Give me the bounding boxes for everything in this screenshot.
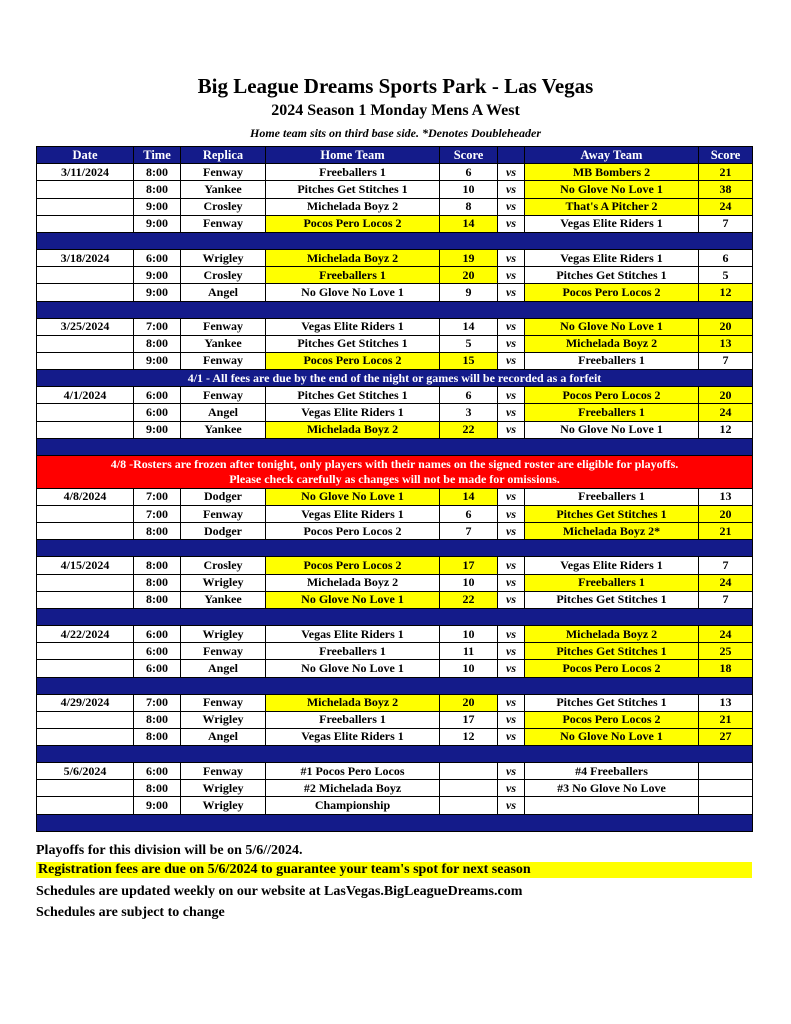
away-team: Pitches Get Stitches 1 (525, 506, 699, 523)
game-row (37, 574, 753, 591)
away-score: 13 (699, 694, 753, 711)
away-team: Michelada Boyz 2* (525, 523, 699, 540)
registration-note: Registration fees are due on 5/6/2024 to guarantee your team's spot for next season (36, 862, 752, 878)
roster-alert-row (37, 455, 753, 488)
home-team: Michelada Boyz 2 (266, 249, 440, 266)
home-score: 17 (440, 557, 498, 574)
away-score: 27 (699, 728, 753, 745)
home-score: 12 (440, 728, 498, 745)
game-date: 3/11/2024 (37, 164, 134, 181)
vs-label: vs (498, 164, 525, 181)
game-row (37, 404, 753, 421)
game-date (37, 711, 134, 728)
schedule-header-row (37, 147, 753, 164)
game-date: 3/25/2024 (37, 318, 134, 335)
week-separator-row (37, 540, 753, 557)
field-replica: Angel (181, 660, 266, 677)
vs-label: vs (498, 506, 525, 523)
home-score: 22 (440, 591, 498, 608)
vs-label: vs (498, 797, 525, 814)
field-replica: Fenway (181, 763, 266, 780)
away-score: 21 (699, 523, 753, 540)
vs-label: vs (498, 660, 525, 677)
home-team: Championship (266, 797, 440, 814)
vs-label: vs (498, 421, 525, 438)
home-team: Michelada Boyz 2 (266, 421, 440, 438)
away-team: Freeballers 1 (525, 574, 699, 591)
game-date (37, 181, 134, 198)
home-score: 14 (440, 488, 498, 505)
home-team: #1 Pocos Pero Locos (266, 763, 440, 780)
away-score: 25 (699, 643, 753, 660)
game-time: 9:00 (134, 797, 181, 814)
game-row (37, 591, 753, 608)
away-score: 24 (699, 198, 753, 215)
column-header-replica: Replica (181, 147, 266, 164)
game-row (37, 625, 753, 642)
home-team-note: Home team sits on third base side. *Denotes Doubleheader (250, 126, 541, 140)
field-replica: Angel (181, 728, 266, 745)
week-separator-row (37, 438, 753, 455)
away-team: No Glove No Love 1 (525, 181, 699, 198)
away-score: 24 (699, 574, 753, 591)
game-row (37, 249, 753, 266)
page-title: Big League Dreams Sports Park - Las Vegas (197, 74, 594, 98)
game-date (37, 215, 134, 232)
field-replica: Wrigley (181, 780, 266, 797)
game-time: 6:00 (134, 625, 181, 642)
game-time: 6:00 (134, 404, 181, 421)
game-date: 4/22/2024 (37, 625, 134, 642)
field-replica: Wrigley (181, 574, 266, 591)
game-time: 8:00 (134, 591, 181, 608)
home-team: Pitches Get Stitches 1 (266, 387, 440, 404)
away-team: Pitches Get Stitches 1 (525, 591, 699, 608)
home-team: Freeballers 1 (266, 643, 440, 660)
game-time: 6:00 (134, 643, 181, 660)
away-team: No Glove No Love 1 (525, 421, 699, 438)
home-score (440, 797, 498, 814)
field-replica: Fenway (181, 643, 266, 660)
field-replica: Angel (181, 404, 266, 421)
game-date (37, 352, 134, 369)
game-row (37, 267, 753, 284)
game-row (37, 181, 753, 198)
home-team: Vegas Elite Riders 1 (266, 625, 440, 642)
game-time: 8:00 (134, 574, 181, 591)
roster-alert-line-1: 4/8 -Rosters are frozen after tonight, only players with their names on the signed roster are eligible for playoffs. (110, 456, 679, 471)
game-row (37, 780, 753, 797)
column-header-time: Time (134, 147, 181, 164)
game-time: 7:00 (134, 488, 181, 505)
field-replica: Fenway (181, 387, 266, 404)
home-team: Vegas Elite Riders 1 (266, 506, 440, 523)
away-team: Freeballers 1 (525, 352, 699, 369)
game-time: 8:00 (134, 557, 181, 574)
page-subtitle: 2024 Season 1 Monday Mens A West (271, 102, 520, 119)
week-separator-row (37, 814, 753, 831)
column-header-vs (498, 147, 525, 164)
away-score: 7 (699, 352, 753, 369)
game-date (37, 523, 134, 540)
home-team: Freeballers 1 (266, 164, 440, 181)
field-replica: Fenway (181, 694, 266, 711)
column-header-home-team: Home Team (266, 147, 440, 164)
away-team: No Glove No Love 1 (525, 318, 699, 335)
vs-label: vs (498, 404, 525, 421)
schedule-table (36, 146, 753, 832)
week-separator-row (37, 232, 753, 249)
game-time: 8:00 (134, 728, 181, 745)
game-date (37, 797, 134, 814)
column-header-date: Date (37, 147, 134, 164)
home-score: 10 (440, 660, 498, 677)
home-team: No Glove No Love 1 (266, 591, 440, 608)
home-team: Michelada Boyz 2 (266, 694, 440, 711)
away-team: Pitches Get Stitches 1 (525, 694, 699, 711)
vs-label: vs (498, 728, 525, 745)
game-row (37, 198, 753, 215)
separator-cell (37, 608, 753, 625)
game-row (37, 318, 753, 335)
game-row (37, 523, 753, 540)
game-row (37, 694, 753, 711)
vs-label: vs (498, 780, 525, 797)
game-time: 7:00 (134, 506, 181, 523)
away-team: Pocos Pero Locos 2 (525, 387, 699, 404)
column-header-away-team: Away Team (525, 147, 699, 164)
home-score: 8 (440, 198, 498, 215)
home-score: 5 (440, 335, 498, 352)
game-date (37, 421, 134, 438)
game-row (37, 352, 753, 369)
field-replica: Yankee (181, 335, 266, 352)
playoffs-note: Playoffs for this division will be on 5/6//2024. (36, 843, 303, 858)
home-team: Pocos Pero Locos 2 (266, 215, 440, 232)
game-date: 4/29/2024 (37, 694, 134, 711)
away-team: Pocos Pero Locos 2 (525, 660, 699, 677)
away-team: Freeballers 1 (525, 488, 699, 505)
week-separator-row (37, 301, 753, 318)
game-row (37, 557, 753, 574)
roster-alert-cell (37, 455, 753, 488)
separator-cell (37, 746, 753, 763)
separator-cell (37, 301, 753, 318)
field-replica: Crosley (181, 198, 266, 215)
home-score: 6 (440, 164, 498, 181)
separator-cell (37, 232, 753, 249)
separator-cell (37, 438, 753, 455)
away-score: 21 (699, 711, 753, 728)
game-date: 5/6/2024 (37, 763, 134, 780)
home-team: Michelada Boyz 2 (266, 198, 440, 215)
away-team: Vegas Elite Riders 1 (525, 249, 699, 266)
vs-label: vs (498, 625, 525, 642)
field-replica: Wrigley (181, 711, 266, 728)
home-team: No Glove No Love 1 (266, 660, 440, 677)
column-header-home-score: Score (440, 147, 498, 164)
vs-label: vs (498, 763, 525, 780)
home-score: 6 (440, 387, 498, 404)
game-row (37, 488, 753, 505)
game-date (37, 643, 134, 660)
away-team: Pitches Get Stitches 1 (525, 643, 699, 660)
roster-alert-line-2: Please check carefully as changes will not be made for omissions. (229, 471, 560, 486)
away-team: Freeballers 1 (525, 404, 699, 421)
home-team: Freeballers 1 (266, 267, 440, 284)
game-row (37, 763, 753, 780)
game-date: 4/8/2024 (37, 488, 134, 505)
separator-cell (37, 677, 753, 694)
game-time: 9:00 (134, 352, 181, 369)
vs-label: vs (498, 557, 525, 574)
game-date: 4/1/2024 (37, 387, 134, 404)
game-time: 8:00 (134, 711, 181, 728)
home-team: Pocos Pero Locos 2 (266, 523, 440, 540)
away-score: 13 (699, 488, 753, 505)
field-replica: Yankee (181, 421, 266, 438)
away-team: Pocos Pero Locos 2 (525, 284, 699, 301)
vs-label: vs (498, 574, 525, 591)
away-score: 13 (699, 335, 753, 352)
home-score: 15 (440, 352, 498, 369)
field-replica: Fenway (181, 164, 266, 181)
home-team: No Glove No Love 1 (266, 488, 440, 505)
field-replica: Fenway (181, 506, 266, 523)
home-score: 9 (440, 284, 498, 301)
home-score (440, 780, 498, 797)
away-score: 7 (699, 591, 753, 608)
home-score: 7 (440, 523, 498, 540)
week-separator-row (37, 608, 753, 625)
game-date (37, 660, 134, 677)
schedule-body (37, 164, 753, 831)
away-score: 20 (699, 318, 753, 335)
game-date (37, 284, 134, 301)
away-score: 24 (699, 625, 753, 642)
game-date (37, 728, 134, 745)
game-time: 8:00 (134, 523, 181, 540)
home-team: Pitches Get Stitches 1 (266, 181, 440, 198)
game-row (37, 387, 753, 404)
game-row (37, 506, 753, 523)
field-replica: Fenway (181, 352, 266, 369)
away-score: 38 (699, 181, 753, 198)
field-replica: Yankee (181, 591, 266, 608)
vs-label: vs (498, 284, 525, 301)
away-score: 7 (699, 557, 753, 574)
home-team: Pitches Get Stitches 1 (266, 335, 440, 352)
game-date (37, 574, 134, 591)
away-team (525, 797, 699, 814)
away-score (699, 763, 753, 780)
week-separator-row (37, 746, 753, 763)
game-date (37, 335, 134, 352)
website-note: Schedules are updated weekly on our website at LasVegas.BigLeagueDreams.com (36, 884, 523, 899)
field-replica: Yankee (181, 181, 266, 198)
game-row (37, 164, 753, 181)
away-score: 20 (699, 387, 753, 404)
vs-label: vs (498, 387, 525, 404)
vs-label: vs (498, 181, 525, 198)
field-replica: Angel (181, 284, 266, 301)
home-score: 22 (440, 421, 498, 438)
home-team: Vegas Elite Riders 1 (266, 728, 440, 745)
away-team: MB Bombers 2 (525, 164, 699, 181)
home-team: Vegas Elite Riders 1 (266, 404, 440, 421)
game-time: 9:00 (134, 421, 181, 438)
fee-notice-row (37, 370, 753, 387)
field-replica: Dodger (181, 488, 266, 505)
separator-cell (37, 814, 753, 831)
field-replica: Fenway (181, 318, 266, 335)
away-score (699, 780, 753, 797)
vs-label: vs (498, 198, 525, 215)
field-replica: Crosley (181, 267, 266, 284)
game-time: 9:00 (134, 198, 181, 215)
away-score: 6 (699, 249, 753, 266)
vs-label: vs (498, 643, 525, 660)
home-score: 14 (440, 215, 498, 232)
game-row (37, 215, 753, 232)
away-team: Vegas Elite Riders 1 (525, 557, 699, 574)
vs-label: vs (498, 318, 525, 335)
game-time: 7:00 (134, 694, 181, 711)
away-team: Michelada Boyz 2 (525, 335, 699, 352)
field-replica: Wrigley (181, 625, 266, 642)
game-row (37, 728, 753, 745)
vs-label: vs (498, 267, 525, 284)
game-date (37, 404, 134, 421)
game-time: 8:00 (134, 164, 181, 181)
away-team: No Glove No Love 1 (525, 728, 699, 745)
subject-to-change-note: Schedules are subject to change (36, 905, 225, 920)
vs-label: vs (498, 249, 525, 266)
home-score (440, 763, 498, 780)
game-time: 9:00 (134, 284, 181, 301)
game-time: 9:00 (134, 215, 181, 232)
away-score: 21 (699, 164, 753, 181)
game-time: 6:00 (134, 387, 181, 404)
home-score: 19 (440, 249, 498, 266)
away-team: Pocos Pero Locos 2 (525, 711, 699, 728)
separator-cell (37, 540, 753, 557)
field-replica: Wrigley (181, 797, 266, 814)
fee-notice-text: 4/1 - All fees are due by the end of the night or games will be recorded as a forfeit (37, 370, 753, 387)
away-score: 20 (699, 506, 753, 523)
game-time: 9:00 (134, 267, 181, 284)
home-team: Pocos Pero Locos 2 (266, 557, 440, 574)
game-date (37, 591, 134, 608)
away-score: 12 (699, 421, 753, 438)
field-replica: Dodger (181, 523, 266, 540)
week-separator-row (37, 677, 753, 694)
home-team: No Glove No Love 1 (266, 284, 440, 301)
vs-label: vs (498, 591, 525, 608)
home-score: 20 (440, 267, 498, 284)
field-replica: Crosley (181, 557, 266, 574)
away-score: 7 (699, 215, 753, 232)
home-score: 20 (440, 694, 498, 711)
game-time: 8:00 (134, 335, 181, 352)
game-row (37, 797, 753, 814)
away-team: #4 Freeballers (525, 763, 699, 780)
game-row (37, 711, 753, 728)
game-row (37, 284, 753, 301)
game-time: 6:00 (134, 249, 181, 266)
game-row (37, 643, 753, 660)
game-time: 7:00 (134, 318, 181, 335)
away-score: 5 (699, 267, 753, 284)
field-replica: Fenway (181, 215, 266, 232)
away-score (699, 797, 753, 814)
game-time: 8:00 (134, 780, 181, 797)
vs-label: vs (498, 523, 525, 540)
away-score: 24 (699, 404, 753, 421)
home-score: 17 (440, 711, 498, 728)
game-date: 3/18/2024 (37, 249, 134, 266)
away-score: 12 (699, 284, 753, 301)
home-score: 3 (440, 404, 498, 421)
vs-label: vs (498, 215, 525, 232)
away-team: Michelada Boyz 2 (525, 625, 699, 642)
home-score: 11 (440, 643, 498, 660)
game-row (37, 660, 753, 677)
game-date (37, 198, 134, 215)
home-team: Vegas Elite Riders 1 (266, 318, 440, 335)
game-time: 6:00 (134, 660, 181, 677)
game-date (37, 267, 134, 284)
game-time: 6:00 (134, 763, 181, 780)
vs-label: vs (498, 488, 525, 505)
home-team: Freeballers 1 (266, 711, 440, 728)
game-row (37, 421, 753, 438)
away-team: That's A Pitcher 2 (525, 198, 699, 215)
home-team: Pocos Pero Locos 2 (266, 352, 440, 369)
vs-label: vs (498, 335, 525, 352)
home-score: 6 (440, 506, 498, 523)
game-date (37, 506, 134, 523)
away-team: Vegas Elite Riders 1 (525, 215, 699, 232)
vs-label: vs (498, 694, 525, 711)
field-replica: Wrigley (181, 249, 266, 266)
vs-label: vs (498, 352, 525, 369)
away-score: 18 (699, 660, 753, 677)
away-team: Pitches Get Stitches 1 (525, 267, 699, 284)
home-score: 14 (440, 318, 498, 335)
game-date (37, 780, 134, 797)
game-date: 4/15/2024 (37, 557, 134, 574)
game-row (37, 335, 753, 352)
away-team: #3 No Glove No Love (525, 780, 699, 797)
home-score: 10 (440, 625, 498, 642)
home-score: 10 (440, 574, 498, 591)
vs-label: vs (498, 711, 525, 728)
home-team: #2 Michelada Boyz (266, 780, 440, 797)
column-header-away-score: Score (699, 147, 753, 164)
game-time: 8:00 (134, 181, 181, 198)
home-score: 10 (440, 181, 498, 198)
home-team: Michelada Boyz 2 (266, 574, 440, 591)
